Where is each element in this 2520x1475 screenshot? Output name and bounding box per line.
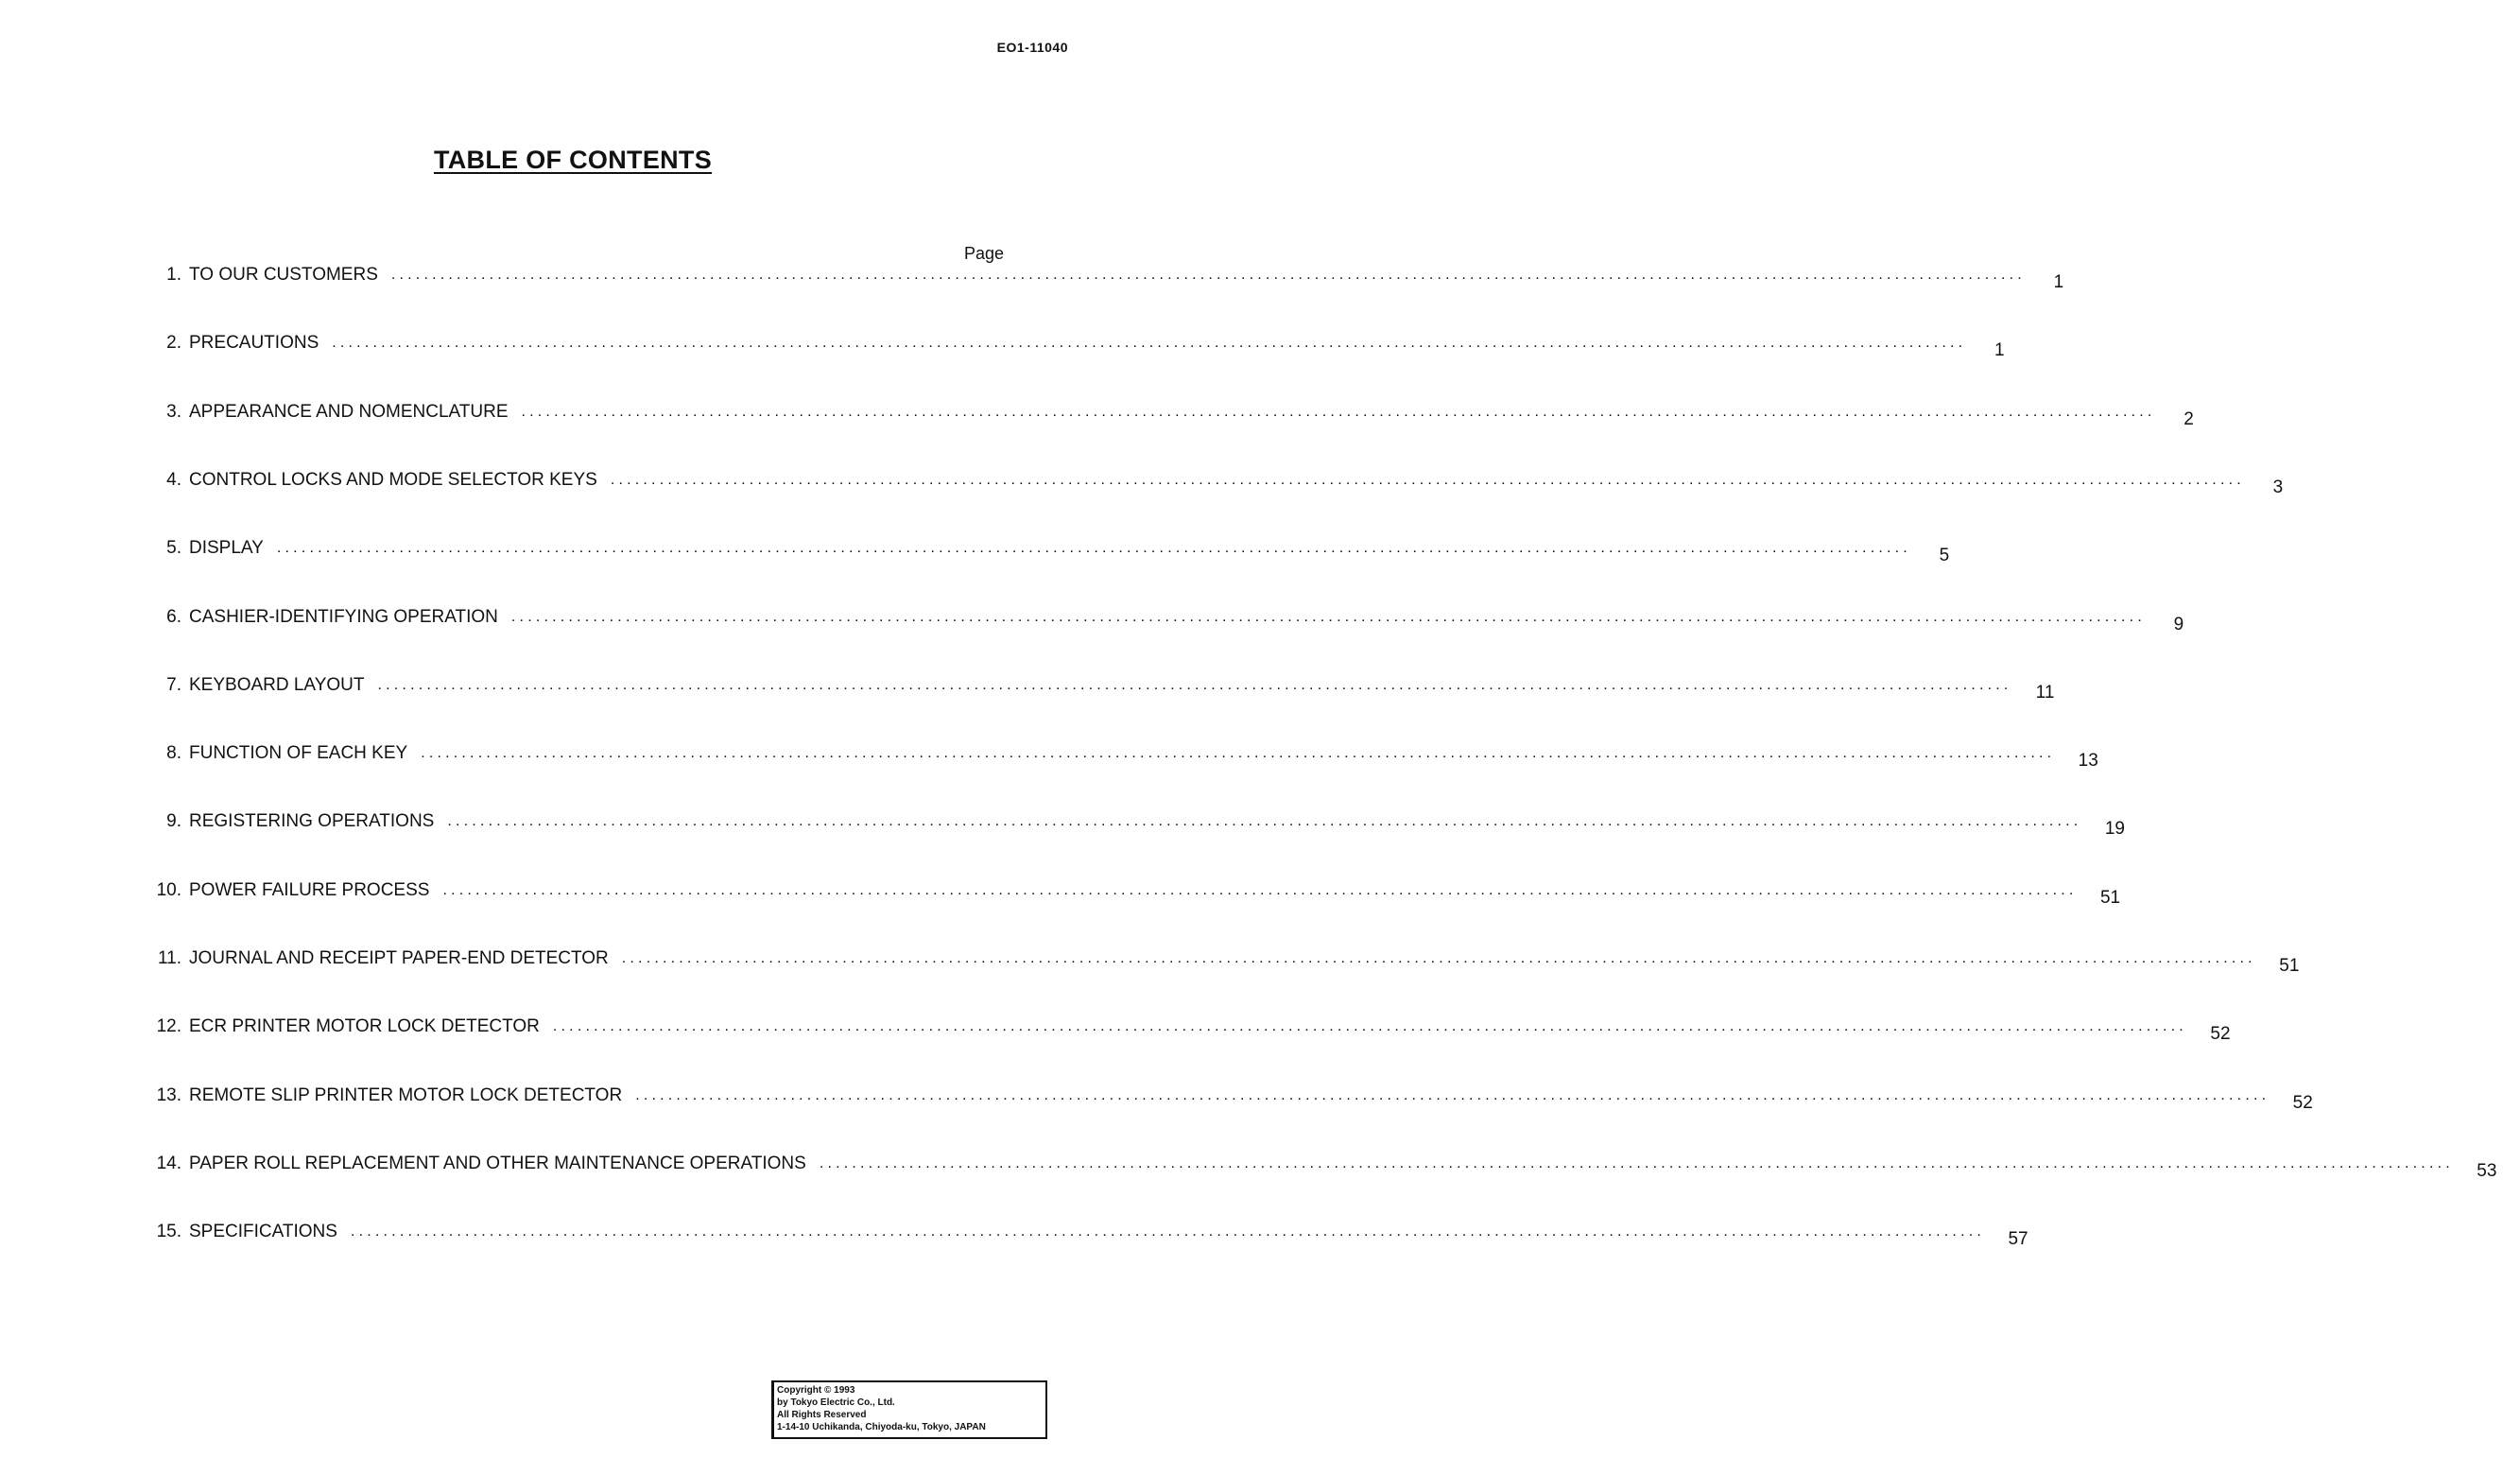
toc-entry-number: 3. bbox=[166, 401, 181, 422]
toc-entry-number: 12. bbox=[156, 1016, 181, 1037]
toc-entry bbox=[142, 804, 2125, 840]
toc-entry-page: 2 bbox=[2183, 408, 2194, 429]
toc-dot-leader: ........................................................................................................................................................................................................ bbox=[421, 745, 2056, 762]
toc-entry-number: 11. bbox=[157, 948, 181, 968]
copyright-address: 1-14-10 Uchikanda, Chiyoda-ku, Tokyo, JAPAN bbox=[777, 1422, 986, 1432]
toc-entry-number: 13. bbox=[156, 1085, 181, 1105]
copyright-box bbox=[771, 1380, 1047, 1439]
toc-entry-page: 51 bbox=[2279, 956, 2300, 976]
copyright-owner: by Tokyo Electric Co., Ltd. bbox=[777, 1397, 895, 1408]
toc-entry-title: FUNCTION OF EACH KEY bbox=[189, 743, 408, 764]
toc-entry bbox=[142, 1009, 2231, 1045]
toc-entry-title: PRECAUTIONS bbox=[189, 333, 319, 354]
toc-entry bbox=[142, 1214, 2028, 1250]
toc-entry bbox=[142, 394, 2194, 429]
toc-dot-leader: ........................................................................................................................................................................................................ bbox=[442, 881, 2078, 898]
toc-entry bbox=[142, 599, 2184, 634]
toc-entry-number: 5. bbox=[166, 538, 181, 559]
toc-entry-number: 10. bbox=[156, 879, 181, 900]
toc-dot-leader: ........................................................................................................................................................................................................ bbox=[510, 608, 2146, 625]
toc-entry bbox=[142, 462, 2284, 497]
toc-entry bbox=[142, 257, 2064, 292]
toc-entry-page: 11 bbox=[2035, 682, 2055, 703]
toc-entry-page: 57 bbox=[2008, 1229, 2028, 1250]
copyright-line: Copyright © 1993 bbox=[777, 1385, 855, 1396]
toc-entry-number: 8. bbox=[166, 743, 181, 764]
toc-entry-number: 1. bbox=[166, 265, 181, 285]
toc-entry-title: CASHIER-IDENTIFYING OPERATION bbox=[189, 606, 498, 627]
toc-entry-title: KEYBOARD LAYOUT bbox=[189, 674, 365, 695]
toc-entry-title: REGISTERING OPERATIONS bbox=[189, 811, 435, 832]
toc-entry-number: 14. bbox=[156, 1153, 181, 1173]
toc-entry bbox=[142, 530, 1950, 566]
toc-entry-page: 13 bbox=[2078, 751, 2098, 772]
toc-dot-leader: ........................................................................................................................................................................................................ bbox=[621, 950, 2256, 966]
toc-dot-leader: ........................................................................................................................................................................................................ bbox=[390, 267, 2026, 283]
toc-dot-leader: ........................................................................................................................................................................................................ bbox=[276, 540, 1911, 557]
toc-dot-leader: ........................................................................................................................................................................................................ bbox=[377, 676, 2012, 693]
toc-entry-number: 7. bbox=[166, 674, 181, 695]
toc-entry bbox=[142, 873, 2121, 908]
toc-entry-page: 1 bbox=[2053, 272, 2064, 292]
toc-entry-page: 3 bbox=[2272, 477, 2284, 497]
toc-entry bbox=[142, 668, 2055, 703]
toc-entry bbox=[142, 736, 2098, 772]
toc-entry-title: CONTROL LOCKS AND MODE SELECTOR KEYS bbox=[189, 469, 597, 490]
toc-dot-leader: ........................................................................................................................................................................................................ bbox=[635, 1086, 2270, 1103]
page-column-header: Page bbox=[964, 244, 1005, 263]
toc-entry bbox=[142, 1146, 2497, 1181]
toc-entry-page: 9 bbox=[2173, 614, 2184, 634]
toc-entry-page: 52 bbox=[2292, 1092, 2313, 1113]
toc-dot-leader: ........................................................................................................................................................................................................ bbox=[521, 403, 2156, 420]
toc-entry-number: 4. bbox=[166, 469, 181, 490]
toc-entry-number: 15. bbox=[156, 1222, 181, 1242]
toc-dot-leader: ........................................................................................................................................................................................................ bbox=[552, 1018, 2187, 1035]
page-title: TABLE OF CONTENTS bbox=[433, 146, 713, 174]
toc-entry-page: 5 bbox=[1939, 546, 1950, 566]
toc-entry-title: JOURNAL AND RECEIPT PAPER-END DETECTOR bbox=[189, 948, 609, 968]
toc-entry bbox=[142, 941, 2300, 976]
toc-entry bbox=[142, 1078, 2313, 1113]
toc-entry-title: TO OUR CUSTOMERS bbox=[189, 265, 378, 285]
toc-entry-title: POWER FAILURE PROCESS bbox=[189, 879, 430, 900]
toc-entry-number: 9. bbox=[166, 811, 181, 832]
toc-entry-title: REMOTE SLIP PRINTER MOTOR LOCK DETECTOR bbox=[189, 1085, 623, 1105]
toc-entry-number: 2. bbox=[166, 333, 181, 354]
toc-entry-title: ECR PRINTER MOTOR LOCK DETECTOR bbox=[189, 1016, 540, 1037]
toc-entry-page: 19 bbox=[2104, 819, 2125, 840]
toc-entry-title: PAPER ROLL REPLACEMENT AND OTHER MAINTENANCE OPERATIONS bbox=[189, 1153, 806, 1173]
toc-entry-page: 52 bbox=[2210, 1024, 2231, 1045]
toc-entry-number: 6. bbox=[166, 606, 181, 627]
toc-entry-page: 1 bbox=[1994, 340, 2005, 361]
toc-entry bbox=[142, 325, 2005, 361]
toc-dot-leader: ........................................................................................................................................................................................................ bbox=[332, 335, 1967, 352]
toc-dot-leader: ........................................................................................................................................................................................................ bbox=[447, 813, 2082, 830]
document-number: EO1-11040 bbox=[996, 40, 1068, 55]
toc-entry-title: SPECIFICATIONS bbox=[189, 1222, 337, 1242]
toc-entry-page: 53 bbox=[2477, 1160, 2497, 1181]
toc-entry-title: APPEARANCE AND NOMENCLATURE bbox=[189, 401, 509, 422]
toc-entry-title: DISPLAY bbox=[189, 538, 264, 559]
toc-dot-leader: ........................................................................................................................................................................................................ bbox=[610, 471, 2245, 488]
toc-entry-page: 51 bbox=[2099, 887, 2121, 908]
copyright-rights: All Rights Reserved bbox=[777, 1410, 867, 1420]
toc-dot-leader: ........................................................................................................................................................................................................ bbox=[819, 1154, 2454, 1171]
toc-dot-leader: ........................................................................................................................................................................................................ bbox=[350, 1223, 1986, 1241]
